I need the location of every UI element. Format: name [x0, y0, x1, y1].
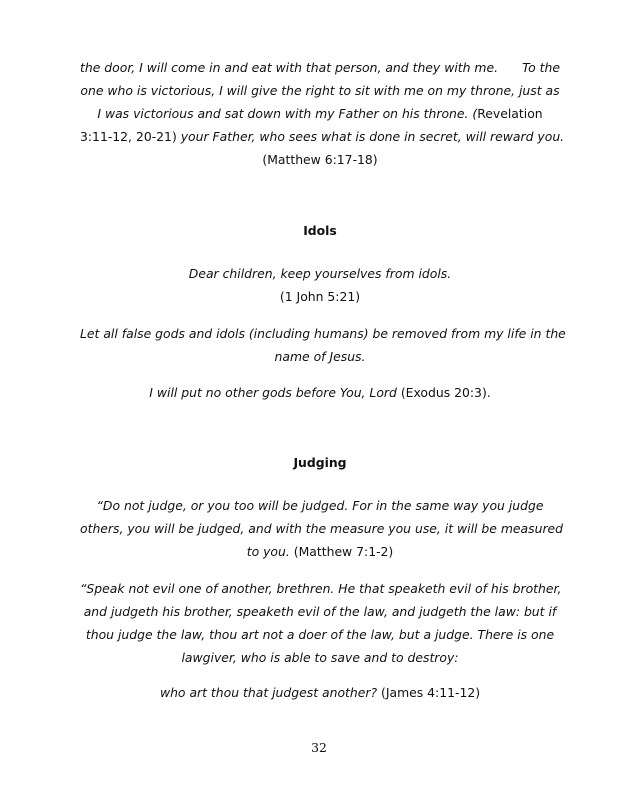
passage-text: your Father, who sees what is done in secret, will reward you. — [180, 129, 565, 144]
idols-verse-text: Dear children, keep yourselves from idols. — [188, 266, 452, 281]
idols-prayer — [80, 322, 566, 368]
revelation-passage — [80, 56, 565, 171]
passage-line-1 — [80, 56, 560, 79]
quote-reference: (Matthew 7:1-2) — [289, 544, 394, 559]
james-closing — [80, 681, 560, 704]
passage-text: To the — [522, 60, 560, 75]
matthew-reference: (Matthew 6:17-18) — [262, 152, 378, 167]
page-number: 32 — [311, 740, 327, 755]
declaration-text: I will put no other gods before You, Lord — [149, 385, 397, 400]
idols-heading: Idols — [303, 223, 337, 238]
james-closing-line — [80, 681, 560, 704]
passage-line-4 — [80, 125, 565, 148]
james-quote-line-4: lawgiver, who is able to save and to destroy: — [181, 650, 459, 665]
james-quote-line-1: “Speak not evil one of another, brethren. He that speaketh evil of his brother, — [80, 581, 562, 596]
idols-prayer-line-2: name of Jesus. — [274, 349, 366, 364]
passage-text: the door, I will come in and eat with that person, and they with me. — [80, 60, 499, 75]
passage-text: I was victorious and sat down with my Father on his throne. ( — [97, 106, 478, 121]
james-quote-line-2: and judgeth his brother, speaketh evil of the law, and judgeth the law: but if — [83, 604, 557, 619]
matthew-quote-line-2: others, you will be judged, and with the measure you use, it will be measured — [80, 521, 564, 536]
passage-reference: 3:11-12, 20-21) — [80, 129, 181, 144]
james-reference: (James 4:11-12) — [377, 685, 481, 700]
idols-verse — [80, 262, 560, 308]
passage-line-3 — [80, 102, 560, 125]
james-quote-line-3: thou judge the law, thou art not a doer of the law, but a judge. There is one — [85, 627, 555, 642]
judging-heading: Judging — [293, 455, 347, 470]
matthew-quote-line-3 — [80, 540, 560, 563]
idols-verse-reference: (1 John 5:21) — [279, 289, 361, 304]
closing-text: who art thou that judgest another? — [159, 685, 378, 700]
idols-declaration-line — [80, 381, 560, 404]
declaration-reference: (Exodus 20:3). — [396, 385, 491, 400]
quote-text: to you. — [246, 544, 290, 559]
james-quote — [80, 577, 560, 669]
idols-prayer-line-1: Let all false gods and idols (including humans) be removed from my life in the — [80, 326, 566, 341]
matthew-quote — [80, 494, 564, 563]
idols-declaration — [80, 381, 560, 404]
matthew-quote-line-1: “Do not judge, or you too will be judged. For in the same way you judge — [96, 498, 544, 513]
passage-line-2: one who is victorious, I will give the right to sit with me on my throne, just as — [80, 83, 560, 98]
passage-reference: Revelation — [477, 106, 543, 121]
